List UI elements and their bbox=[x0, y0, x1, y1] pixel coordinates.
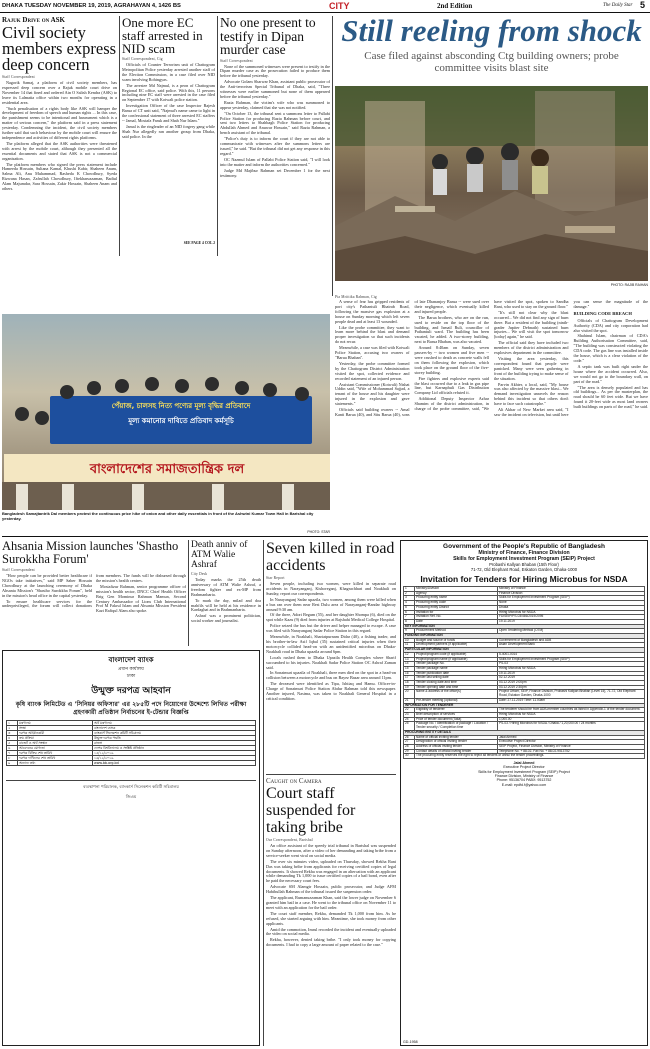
shock-para: Parvin Akhter, a local, said, "My house was also affected by the massive blast... We demand investigation unravels the reason behind this incident so that others don't have to face such catastrophe." bbox=[494, 381, 569, 407]
tender-row-value: Project Officer, SEIP, Finance Division, Probashi Kallyan Bhaban (Level 15), 71-72, Old Elephant Road, Eskaton Garden, Dhaka-1000 bbox=[498, 690, 645, 698]
tender-row-label: Brief description of services bbox=[415, 712, 498, 717]
tender-row-label: Budget and source of funds bbox=[415, 638, 498, 643]
krishi-row-label: দরপত্র আহ্বানকারী bbox=[18, 731, 93, 736]
ahsania-body bbox=[2, 574, 186, 638]
krishi-row-label: মন্ত্রণালয় bbox=[18, 721, 93, 726]
tender-office: Probashi Kallyan Bhaban (15th Floor) bbox=[489, 562, 559, 567]
tender-row-number: 13 bbox=[404, 657, 415, 662]
shock-para: Visiting the area yesterday, this correspondent found that people were panicked. Many were seen gathering in front of the building trying to make sense of the situation. bbox=[494, 355, 569, 381]
krishi-row-number: ৬ bbox=[7, 746, 18, 751]
krishi-table bbox=[6, 720, 256, 766]
tender-row-number: 18 bbox=[404, 681, 415, 686]
ask-byline: Staff Correspondent bbox=[2, 75, 35, 79]
bsd-photo bbox=[2, 314, 330, 510]
court-para: The applicant, Rumanuzzaman Khan, said the lower judge on November 6 granted him bail in a case. He went to the tribunal office on November 11 to meet with an application for the bail order. bbox=[266, 895, 396, 910]
seven-byline: Star Report bbox=[266, 576, 285, 580]
tender-row-value: Skills for Employment Investment Program (SEIP) bbox=[498, 596, 645, 601]
tender-row-value: Telephone No. + 88-02- Fax No. + 88-02-9513752 bbox=[498, 749, 645, 754]
dipan-byline: Staff Correspondent bbox=[220, 58, 253, 63]
krishi-sub: প্রধান কার্যালয় bbox=[118, 667, 144, 672]
shock-para: Assistant Commissioner (Kotwali) Nishat Uddin said, "Wife of Mohammad Sajjad, a tenant of the house and his daughter were injured in the explosion and gave statements." bbox=[335, 381, 410, 407]
seven-para: The deceased were identified as Tipu, Ishtiaq and Hamu. Officer-in-Charge of Sonaimuri Police Station Abdur Rahman told this newspaper. Another injured, Nasima, was taken to Noakhali General Hospital in a critical condition. bbox=[266, 681, 396, 701]
tender-row-value: Finance Division bbox=[498, 591, 645, 596]
tender-row-number: 30 bbox=[404, 754, 415, 759]
bsd-caption-box bbox=[2, 512, 330, 534]
nid-para: Officials of Counter Terrorism unit of Chattogram Metropolitan Police yesterday arrested another staff of the Election Commission, in a case filed over NID scam involving Rohingyas. bbox=[122, 63, 215, 82]
tender-row-value: Hiring Microbus for NSDA bbox=[498, 712, 645, 717]
court-para: An office assistant of the speedy trial tribunal in Barishal was suspended on Sunday afternoon, after a video of her demanding and taking bribe from a service-seeker went viral on social media. bbox=[266, 844, 396, 858]
column-divider bbox=[119, 16, 120, 256]
krishi-row-label: দরপত্র বিক্রির শেষ তারিখ bbox=[18, 751, 93, 756]
tender-row-value: PS-03 / Hiring Microbus for NSDA / Dhaka / 1,20,000.00 / 24 months bbox=[498, 722, 645, 730]
tender-row-label: Procuring entity code bbox=[415, 601, 498, 606]
shock-breach-para: Shahinul Islam, chairman of CDA's Building Authorisation Committee, said, "The building was constructed violating the CDA code. The gas line was installed inside the house, which is a clear violation of the code." bbox=[573, 333, 648, 363]
tender-row-number: 24 bbox=[404, 717, 415, 722]
shock-para: Meanwhile, a case was filed with Kotwali Police Station, accusing two owners of "Barua Bhaban". bbox=[335, 345, 410, 360]
nid-para: Jamal is the ringleader of an NID forgery gang while Shah Nur allegedly ran another group from Dhaka, said police. In the bbox=[122, 123, 215, 139]
dipan-para: Judge Md Majibur Rahman set December 1 for the next testimony. bbox=[220, 167, 330, 178]
dipan-para: Advocate Golam Sharwar Khan, assistant public prosecutor of the Anti-terrorism Special Tribunal of Dhaka, said, "Three witnesses were earlier summoned but none of them appeared before the tribunal yesterday." bbox=[220, 79, 330, 99]
nid-byline: Staff Correspondent, Ctg bbox=[122, 57, 163, 61]
tender-row-label: Development partners (if applicable) bbox=[415, 643, 498, 648]
krishi-footer: ব্যবস্থাপনা পরিচালক, ব্যাংকার্স সিলেকশন কমিটি সচিবালয় bbox=[6, 780, 256, 791]
tender-row-label: Agency bbox=[415, 591, 498, 596]
tender-row-value: Hiring Microbus for NSDA bbox=[498, 610, 645, 615]
tender-row-label: Date bbox=[415, 619, 498, 624]
atm-body bbox=[191, 578, 261, 648]
tender-row-value: 19.11.2019 bbox=[498, 671, 645, 676]
shock-photo-credit: PHOTO: RAJIB RAIHAN bbox=[610, 283, 648, 287]
tender-row-label: Contact details of official inviting tender bbox=[415, 749, 498, 754]
tender-ad bbox=[400, 540, 648, 1046]
tender-sign-email: E-mail: epdfd.f@yahoo.com bbox=[501, 782, 547, 787]
court-headline: Court staff suspended for taking bribe bbox=[266, 785, 356, 836]
tender-sign-prog: Skills for Employment Investment Program (SEIP) Project bbox=[478, 769, 570, 774]
court-body bbox=[266, 844, 396, 1049]
bsd-banner-line2: মূল্য কমানোর দাবিতে প্রতিবাদ কর্মসূচি bbox=[128, 417, 234, 425]
krishi-row-value: দেশের বিশ্ববিদ্যালয় ও সংশ্লিষ্ট প্রতিষ্ঠান bbox=[93, 746, 256, 751]
tender-row-value: Date: 27.11.2019 Time: 11.00am bbox=[498, 698, 645, 703]
krishi-logo: বাংলাদেশ ব্যাংক bbox=[108, 656, 154, 664]
dipan-para: Razia Rahman, the victim's wife who was summoned to appear yesterday, claimed that she was not notified. bbox=[220, 99, 330, 110]
krishi-city: ঢাকা bbox=[126, 674, 136, 679]
seven-para: Police seized the bus but the driver and helper managed to escape. A case was filed with Narayanganj Sadar Police Station in this regard. bbox=[266, 623, 396, 634]
shock-para: Yesterday, the probe committee formed by the Chattogram District Administration visited the spot, collected evidence and recorded statement of an injured person. bbox=[335, 360, 410, 381]
dipan-body bbox=[220, 65, 330, 255]
krishi-row-label: সংস্থা bbox=[18, 726, 93, 731]
masthead-section: CITY bbox=[329, 1, 350, 11]
tender-row-value: Skills for Employment Investment Program (SEIP) bbox=[498, 657, 645, 662]
tender-row-number: 10 bbox=[404, 638, 415, 643]
tender-row-number: 22 bbox=[404, 708, 415, 713]
ask-para: The platform members who signed the press statement include Hameeda Hossain, Sultana Kamal, Khushi Kabir, Shaheen Anam, Salma Ali, Anu Muhammad, Rasheda K Chowdhury, Syeda Rizwana Hasan, Zafrullah Chowdhury, Iftekharuzzaman, Badiul Alam Majumdar, Sara Hossain, Zakir Hossain, Shaheen Anam and others. bbox=[2, 161, 117, 192]
masthead-edition: 2nd Edition bbox=[437, 2, 473, 10]
krishi-row-label: বাজেট ও অর্থ সংস্থান bbox=[18, 741, 93, 746]
court-para: The over six minutes video, uploaded on Thursday, showed Rekha Rani Das was taking bribe from applicants for receiving certified copies of legal documents. It showed Rekha was engaged in an altercation with an applicant while demanding Tk 1,000 to issue certified copies of a bail bond, even after he paid the necessary court fees. bbox=[266, 858, 396, 884]
krishi-row-label: অন্যান্য তথ্য bbox=[18, 761, 93, 766]
ask-para: "Such penalisation of a rights body like ASK will hamper the development of freedom of speech and human rights ... In this case, the punishment seems to be intentional and harassment which is a matter of serious concern," the platform said in a press statement yesterday. Condemning the incident, the civil society members further said that such behaviour by the mobile court will ensure the independence and activities of different rights platforms. bbox=[2, 105, 117, 140]
bsd-banner-line1: পেঁয়াজ, চালসহ নিত্য পণ্যের মূল্য বৃদ্ধির প্রতিবাদে bbox=[111, 402, 251, 410]
shock-para: Around 8:40am on Sunday, seven passers-by -- two women and five men -- were crushed to death as concrete walls fell on them following the explosion, which took place on the ground floor of the five-storey building. bbox=[414, 345, 489, 375]
tender-row-number: 9 bbox=[404, 629, 415, 634]
ask-kicker: Rajuk Drive on ASK bbox=[2, 16, 65, 24]
tender-sign-title: Executive Project Director bbox=[503, 765, 545, 770]
krishi-title: উন্মুক্ত দরপত্র আহবান bbox=[91, 686, 171, 696]
shock-breach-para: A septic tank was built right under the house where the accident occurred. Also, we would not go to the boundary wall, on part of the road." bbox=[573, 363, 648, 384]
shock-para: The official said they have included two members of the district administration and explosives department in the committee. bbox=[494, 340, 569, 356]
tender-row-value: PS-03 bbox=[498, 662, 645, 667]
tender-row-value: Dhaka bbox=[498, 605, 645, 610]
tender-address: 71-72, Old Elephant Road, Eskaton Garden, Dhaka-1000 bbox=[470, 567, 578, 572]
tender-row-number: 19 bbox=[404, 685, 415, 690]
dipan-para: "On October 13, the tribunal sent a summons letter to Pallabi Police Station for producing Razia Rahman before court, and sent two letters to Shahbagh Police Station for producing Abdullah Ahmed and Anuwar Hossain," said Razia Rahman, a bench assistant of the tribunal. bbox=[220, 110, 330, 136]
court-byline: Our Correspondent, Barishal bbox=[266, 838, 313, 842]
tender-row-number: 16 bbox=[404, 671, 415, 676]
tender-row-value: Hiring Microbus for NSDA bbox=[498, 666, 645, 671]
krishi-row-number: ৯ bbox=[7, 761, 18, 766]
tender-row-label: Tender publication date bbox=[415, 671, 498, 676]
tender-row-label: Tender package No. bbox=[415, 662, 498, 667]
section-divider bbox=[2, 536, 648, 537]
tender-row-value: Asian Development Bank bbox=[498, 643, 645, 648]
krishi-row-number: ৪ bbox=[7, 736, 18, 741]
tender-table bbox=[403, 586, 645, 759]
tender-row-number: 3 bbox=[404, 596, 415, 601]
krishi-row-value: অর্থ মন্ত্রণালয় bbox=[93, 721, 256, 726]
tender-row-value: Open Tendering Method (OTM) bbox=[498, 629, 645, 634]
column-divider bbox=[332, 16, 333, 296]
tender-row-note: The procuring entity reserves the right to reject all tenders or annul the tender proceedings. bbox=[415, 754, 645, 759]
tender-row-label: Tender package name bbox=[415, 666, 498, 671]
krishi-row-number: ৭ bbox=[7, 751, 18, 756]
shock-breach-para: "The area is densely populated and has old buildings... As per the masterplan, the road should be 60 feet wide. But we have found it 20-feet wide as most land owners built buildings on parts of the road," he said. bbox=[573, 384, 648, 410]
shock-text bbox=[335, 300, 648, 528]
krishi-row-label: আবেদনের যোগ্যতা bbox=[18, 746, 93, 751]
krishi-row-number: ৮ bbox=[7, 756, 18, 761]
tender-ministry: Ministry of Finance, Finance Division bbox=[478, 550, 570, 556]
tender-sign-name: Jalal Ahmed bbox=[513, 761, 535, 766]
atm-headline: Death anniv of ATM Walie Ashraf bbox=[191, 540, 248, 570]
shock-para: "It's still not clear why the blast occurred... We did not find any sign of burn there. But a resident of the building (ninth-grader Jupiter Debnath) sustained burn injuries... We will visit the spot tomorrow [today] again," he said. bbox=[494, 309, 569, 340]
ahsania-headline: Ahsania Mission launches 'Shastho Surokkha Forum' bbox=[2, 540, 179, 566]
seven-para: Of the three, Adori Begum (55), and her daughter Shompa (6), died on the spot while Kazu (9) died from injuries at Rajshahi Medical College Hospital. bbox=[266, 612, 396, 623]
krishi-row-value: রাজস্ব bbox=[93, 741, 256, 746]
tender-row-value: 5-4001-0014 bbox=[498, 652, 645, 657]
shock-para: The Barua brothers, who are on the run, used to reside on the top floor of the building, and Ismail Ruli, councillor of Pathantuli ward. The building has been vacated, he added. A two-storey building, next to Barua Bhaban, was also vacated. bbox=[414, 314, 489, 345]
shock-para: Ali Akbar of New Market area said, "I saw the incident on television, but until here you can sense the magnitude of the damage." bbox=[494, 299, 648, 417]
seven-headline: Seven killed in road accidents bbox=[266, 540, 395, 574]
tender-row-label: Ministry/Division bbox=[415, 587, 498, 592]
court-kicker: Caught on Camera bbox=[266, 777, 322, 785]
tender-row-number: 8 bbox=[404, 619, 415, 624]
dipan-para: None of the summoned witnesses were present to testify in the Dipan murder case as the prosecution failed to produce them before the tribunal yesterday. bbox=[220, 64, 330, 79]
tender-sign-phone: Phone: 95136704 PABX: 9513752 bbox=[496, 778, 552, 783]
tender-row-label: Procuring entity name bbox=[415, 596, 498, 601]
tender-row-label: Procurement Method bbox=[415, 629, 498, 634]
rubble-scene bbox=[335, 86, 648, 281]
ahsania-para: "How people can be provided better healthcare if NGOs take initiatives," said MP Saber Hossain Chowdhury at the launching ceremony of Dhaka Ahsania Mission's "Shastho Surokkha Forum", held in the mission's head office in the capital yesterday. bbox=[2, 574, 92, 598]
tender-row-label: Package No. / Identification of package / Location / Tender security / Completion time bbox=[415, 722, 498, 730]
nid-headline: One more EC staff arrested in NID scam bbox=[122, 16, 203, 56]
shock-header bbox=[335, 14, 648, 84]
tender-gd: GD-1958 bbox=[403, 1040, 418, 1044]
tender-row-label: Tender last selling date bbox=[415, 676, 498, 681]
tender-row-label: Invitation for bbox=[415, 610, 498, 615]
seven-para: In Narayanganj Sadar upazila, two women, among them were killed when a bus ran over them near Rest Dulu area of Narayanganj-Bandar highway around 9:30 am. bbox=[266, 596, 396, 612]
bsd-caption: Bangladesh Samajtantrik Dal members protest the continuous price hike of onion and other daily essentials in front of the Ashwini Kumar Town Hall in Barishal city yesterday. bbox=[2, 512, 314, 521]
tender-row-number: 23 bbox=[404, 712, 415, 717]
masthead-page: 5 bbox=[640, 0, 646, 10]
ahsania-byline: Staff Correspondent bbox=[2, 568, 35, 572]
atm-byline: City Desk bbox=[191, 572, 208, 576]
seven-para: In Sonaimuri upazila of Noakhali, three men died on the spot in a head-on collision between a motorcycle and bus on Bayez Bazar area around 11pm. bbox=[266, 670, 396, 681]
krishi-table-row bbox=[7, 761, 256, 766]
tender-row-number: 17 bbox=[404, 676, 415, 681]
krishi-row-value: ব্যাংকার্স সিলেকশন কমিটি সচিবালয় bbox=[93, 731, 256, 736]
tender-row-label: Project/program code (if applicable) bbox=[415, 652, 498, 657]
krishi-row-value: বাংলাদেশ ব্যাংক bbox=[93, 726, 256, 731]
tender-row-number: 26 bbox=[404, 735, 415, 740]
ask-article bbox=[2, 16, 117, 310]
tender-row-value: 19.11.2019 bbox=[498, 619, 645, 624]
column-divider bbox=[217, 16, 218, 256]
krishi-row-value: ১৫/১২/২০১৯ bbox=[93, 751, 256, 756]
tender-row-number: 28 bbox=[404, 744, 415, 749]
tender-row-label: Address of official inviting tender bbox=[415, 744, 498, 749]
court-para: The court staff member, Rekha, demanded Tk 1,000 from him. As he refused, she started arguing with him. Meantime, she took money from other applicants. bbox=[266, 910, 396, 926]
tender-gov: Government of the People's Republic of Bangladesh bbox=[443, 543, 605, 550]
tender-row-number: 25 bbox=[404, 722, 415, 730]
dipan-para: OC Nazmul Islam of Pallabi Police Station said, "I will look into the matter and inform the authorities concerned." bbox=[220, 156, 330, 167]
tender-row-label: Tender opening date and time bbox=[415, 685, 498, 690]
ask-body bbox=[2, 81, 117, 296]
tender-row-number: 7 bbox=[404, 615, 415, 620]
seven-para: Meanwhile, in Noakhali, Shariatpurnam Didar (40), a fishing trader, and his brother-in-law Asif Iqbal (35) sustained critical injuries when their motorcycle collided head-on with an unidentified microbus on Dhaka-Noakhali road in Dhaka upazila around 6pm. bbox=[266, 634, 396, 654]
shock-para: Like the probe committee, they want to learn more behind the blast and demand proper investigation so that such incidents do not recur. bbox=[335, 324, 410, 345]
shock-body bbox=[335, 295, 648, 530]
tender-row-label: Pre-tender meeting (optional) bbox=[415, 698, 498, 703]
tender-row-number: 14 bbox=[404, 662, 415, 667]
ahsania-para: Mostafizur Rahman, senior programme officer of mission's health sector, DNCC Chief Health Officer Brig Gen Mominur Rahman Mamun, Second Century Ambassador of Lions Club International Prof M Fakrul Islam and Ahsania Mission President Kazi Rafiqul Alam also spoke. bbox=[96, 583, 186, 614]
atm-para: Today marks the 25th death anniversary of ATM Walie Ashraf, a freedom fighter and ex-MP from Brahmanbaria. bbox=[191, 578, 261, 597]
krishi-signature: জিএম bbox=[125, 794, 137, 799]
tender-section-header: FUNDING INFORMATION bbox=[404, 634, 645, 639]
tender-row-value: 03.12.2019 2:30pm bbox=[498, 685, 645, 690]
tender-row-value: 1,000.00 bbox=[498, 717, 645, 722]
bsd-photo-credit: PHOTO: STAR bbox=[307, 530, 330, 534]
tender-row-number: 2 bbox=[404, 591, 415, 596]
krishi-row-number: ৫ bbox=[7, 741, 18, 746]
shock-byline: Pia Mrittika Rahman, Ctg bbox=[335, 295, 377, 299]
tender-section-header: PROCURING ENTITY DETAILS bbox=[404, 730, 645, 735]
tender-row-number: 15 bbox=[404, 666, 415, 671]
tender-sign-div: Finance Division, Ministry of Finance bbox=[494, 773, 554, 778]
krishi-row-number: ১ bbox=[7, 721, 18, 726]
tender-row-label: Invitation Ref. No. bbox=[415, 615, 498, 620]
tender-row-value: FD/SEIP/PS-03/466/2019/2095 bbox=[498, 615, 645, 620]
shock-subhead: Case filed against absconding Ctg building owners; probe committee visits blast site bbox=[364, 50, 619, 74]
ask-para: The platform alleged that the ASK authorities were threatened with arrest by the mobile court, although they presented all the essential documents and stated that ASK is not a commercial organisation. bbox=[2, 140, 117, 161]
krishi-row-value: উন্মুক্ত দরপত্র পদ্ধতি bbox=[93, 736, 256, 741]
atm-para: Ashraf was a prominent politician, social worker and journalist. bbox=[191, 613, 261, 624]
tender-row-value: 02.12.2019 bbox=[498, 676, 645, 681]
court-para: Rekha, however, denied taking bribe. "I only took money for copying documents. I had to copy a large amount of paper related to the case." bbox=[266, 937, 396, 948]
ahsania-article bbox=[2, 540, 186, 648]
tender-row-value: Executive Project Director bbox=[498, 740, 645, 745]
ahsania-para: To ensure healthcare services for the underprivileged, the forum will collect donations from members. The funds will be disbursed through the mission's health centres. bbox=[2, 574, 186, 609]
tender-row-number: 21 bbox=[404, 698, 415, 703]
tender-row-label: Price of tender document (Taka) bbox=[415, 717, 498, 722]
tender-row-number: 1 bbox=[404, 587, 415, 592]
court-para: Amid the commotion, Imrul recorded the incident and eventually uploaded the video on social media. bbox=[266, 926, 396, 937]
masthead bbox=[0, 0, 650, 13]
tender-row-number: 5 bbox=[404, 605, 415, 610]
krishi-row-number: ২ bbox=[7, 726, 18, 731]
tender-row-number: 29 bbox=[404, 749, 415, 754]
krishi-headline: কৃষি ব্যাংক লিমিটেড এ 'সিনিয়র অফিসার' এর ২৮৫টি পদে নিয়োগের উদ্দেশ্যে লিখিত পরীক্ষা গ্রহণকারী প্রতিষ্ঠান নির্বাচনের ই-টেন্ডার বিজ্ঞপ্তি bbox=[15, 701, 247, 716]
krishi-row-value: www.bb.org.bd bbox=[93, 761, 256, 766]
shock-photo bbox=[335, 86, 648, 281]
shock-headline: Still reeling from shock bbox=[341, 14, 642, 48]
shock-para: A sense of fear has gripped residents of port city's Pathantuli Bhairab Road, following the massive gas explosion at a house on Sunday morning which left seven people dead and at least 13 wounded. bbox=[335, 299, 410, 324]
shock-para: Additional Deputy Inspector Azhar Shamim of the district administration, in charge of the probe committee, said, "We have visited the spot, spoken to Sandha Rani, who used to stay on the ground floor." bbox=[414, 299, 569, 412]
seven-para: Seven people, including two women, were killed in separate road accidents in Narayanganj, Kishoreganj, Khagrachhari and Noakhali on Sunday, report our correspondents. bbox=[266, 582, 396, 596]
tender-section-header: INFORMATION FOR TENDERER bbox=[404, 703, 645, 708]
krishi-row-number: ৩ bbox=[7, 731, 18, 736]
court-article bbox=[266, 774, 396, 1049]
tender-row-label: Designation of official inviting tender bbox=[415, 740, 498, 745]
krishi-row-label: ক্রয় প্রক্রিয়া bbox=[18, 736, 93, 741]
column-divider bbox=[188, 540, 189, 646]
tender-row-label: Project/program name (if applicable) bbox=[415, 657, 498, 662]
seven-para: Locals rushed them to Dhaka Upazila Health Complex where Sharif succumbed to his injuries. Noakhali Sadar Police Station OC Ashraf Zaman said. bbox=[266, 654, 396, 670]
column-divider bbox=[263, 540, 264, 1046]
krishi-ad bbox=[2, 650, 260, 1046]
bsd-banner-line3: বাংলাদেশের সমাজতান্ত্রিক দল bbox=[89, 462, 245, 477]
atm-para: To mark the day, milad and doa mahfils will be held at his residence in Kardaghat and in Brahmanbaria. bbox=[191, 597, 261, 613]
dipan-headline: No one present to testify in Dipan murder case bbox=[220, 16, 316, 57]
dipan-para: "Police's duty is to inform the court if they are not able to communicate with witnesses after the summons letters are issued," he said. "But the tribunal did not get any response in this regard." bbox=[220, 136, 330, 156]
nid-para: Investigation Officer of the case Inspector Rajesh Barua of CT unit said, "Najmul's name came to light in the confessional statement of three arrested EC staffers -- Jamal, Mostafa Faruk and Shah Nur Islam." bbox=[122, 103, 215, 123]
seven-article bbox=[266, 540, 396, 772]
tender-table-row bbox=[404, 754, 645, 759]
nid-article bbox=[122, 16, 215, 256]
shock-caption-row bbox=[335, 283, 648, 291]
court-para: Advocate SM Alamgir Hossain, public prosecutor, and Judge AFM Habibullah Rahman of the tribunal issued the suspension order. bbox=[266, 884, 396, 895]
tender-row-number: 11 bbox=[404, 643, 415, 648]
shock-subhead-breach: BUILDING CODE BREACH bbox=[573, 310, 632, 316]
tender-row-value: The tenderer should be from ADB-member countries as listed in Appendix-1 of the tender document. bbox=[498, 708, 645, 713]
tender-row-label: Name & address of the office(s) bbox=[415, 690, 498, 698]
nid-body bbox=[122, 63, 215, 241]
tender-row-value: Government of Bangladesh and ADB bbox=[498, 638, 645, 643]
tender-project: Skills for Employment Investment Program (SEIP) Project bbox=[453, 556, 595, 562]
tender-row-label: Tender closing date and time bbox=[415, 681, 498, 686]
tender-row-label: Procuring entity District bbox=[415, 605, 498, 610]
seven-body bbox=[266, 582, 396, 772]
protesters-figures bbox=[2, 314, 330, 510]
nid-para: The arrestee Md Najmul, is a peon of Chattogram Regional EC office, said police. With this, 11 persons including nine EC staff were arrested in the case filed on September 17 with Kotwali police station. bbox=[122, 82, 215, 103]
tender-row-value: Jalal Ahmed bbox=[498, 735, 645, 740]
shock-breach-para: Officials of Chattogram Development Authority (CDA) and city corporation had also visited the spot. bbox=[573, 317, 648, 333]
tender-row-number: 4 bbox=[404, 601, 415, 606]
nid-continued: SEE PAGE 4 COL 2 bbox=[183, 241, 215, 245]
masthead-paper: The Daily Star bbox=[603, 3, 633, 8]
ask-headline: Civil society members express deep concern bbox=[2, 23, 117, 74]
krishi-row-label: দরপত্র দাখিলের শেষ তারিখ bbox=[18, 756, 93, 761]
tender-signature-block bbox=[403, 761, 645, 787]
tender-title: Invitation for Tenders for Hiring Microbus for NSDA bbox=[420, 574, 628, 584]
tender-row-value: SEIP Project, Finance Division, Ministry of Finance bbox=[498, 744, 645, 749]
tender-row-value: Ministry of Finance bbox=[498, 587, 645, 592]
tender-row-label: Eligibility of tenderer bbox=[415, 708, 498, 713]
ask-para: Nagorik Samaj, a platform of civil society members, has expressed deep concern over a Rajuk mobile court drive on November 14 that fined and ordered Ain O Salish Kendra (ASK) to leave its Lalmatia office within two months for operating in a residential area. bbox=[2, 81, 117, 105]
shock-para: Officials said building owners -- Amal Kanti Barua (40), and Situ Barua (40), sons of late Dhananjoy Barua -- were sued over their negligence, which eventually killed and injured people. bbox=[335, 299, 489, 417]
tender-row-value: 03.12.2019 2:00pm bbox=[498, 681, 645, 686]
dipan-article bbox=[220, 16, 330, 256]
masthead-date: DHAKA TUESDAY NOVEMBER 19, 2019, AGRAHAYAN 4, 1426 BS bbox=[2, 3, 181, 9]
tender-row-value: None bbox=[498, 601, 645, 606]
atm-article bbox=[191, 540, 261, 648]
tender-section-header: PARTICULAR INFORMATION bbox=[404, 648, 645, 653]
krishi-row-value: ১৬/১২/২০১৯ bbox=[93, 756, 256, 761]
tender-row-number: 6 bbox=[404, 610, 415, 615]
tender-row-number: 20 bbox=[404, 690, 415, 698]
tender-row-number: 12 bbox=[404, 652, 415, 657]
shock-para: Fire fighters and explosive experts said the blast occurred due to a leak in gas pipe line, but Karnaphuli Gas Distribution Company Ltd officials refuted it. bbox=[414, 375, 489, 396]
tender-section-header: KEY INFORMATION bbox=[404, 624, 645, 629]
tender-row-label: Name of official inviting tender bbox=[415, 735, 498, 740]
tender-row-number: 27 bbox=[404, 740, 415, 745]
